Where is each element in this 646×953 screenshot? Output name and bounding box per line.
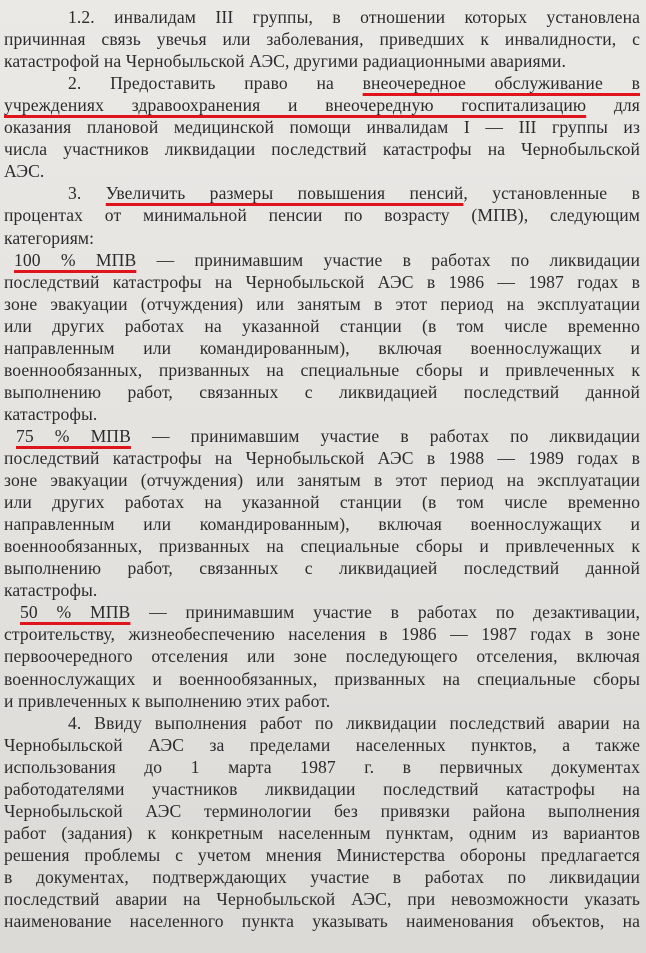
text-line: последствий катастрофы на Чернобыльской АЭС в 1988 — 1989 годах в: [4, 448, 640, 468]
text-line: наименование населенного пункта указывать наименования объектов, на: [4, 911, 640, 932]
text-line: 1.2. инвалидам III группы, в отношении которых установлена: [68, 7, 640, 27]
text-line: военнослужащих и военнообязанных, призванных на специальные сборы: [4, 668, 640, 689]
text-line: военнообязанных, призванных на специальные сборы и привлеченных к: [4, 536, 640, 557]
text-line: катастрофой на Чернобыльской АЭС, другими радиационными авариями.: [4, 51, 566, 72]
text-line: 4. Ввиду выполнения работ по ликвидации последствий аварии на: [68, 712, 640, 733]
text-line: работодателями участников ликвидации последствий катастрофы на: [4, 778, 640, 799]
text-line: категориям:: [4, 227, 95, 248]
text-line: причинная связь увечья или заболевания, приведших к инвалидности, с: [4, 29, 640, 50]
text-line: или других работах на указанной станции (в том числе временно: [4, 492, 640, 513]
text-line: использования до 1 марта 1987 г. в первичных документах: [4, 756, 640, 777]
underlined-phrase: 75 % МПВ: [16, 425, 131, 446]
text-line: или других работах на указанной станции (в том числе временно: [4, 315, 640, 336]
text-line: первоочередного отселения или зоне последующего отселения, включая: [4, 646, 640, 667]
text-line: в документах, подтверждающих участие в работах по ликвидации: [4, 866, 640, 887]
text-line: Чернобыльской АЭС за пределами населенных пунктов, а также: [4, 734, 640, 755]
text-line: катастрофы.: [4, 580, 98, 601]
text-line: последствий аварии на Чернобыльской АЭС, при невозможности указать: [4, 889, 640, 909]
text-line: работ (задания) к конкретным населенным пунктам, одним из вариантов: [4, 822, 640, 843]
text-line: [68, 72, 640, 94]
text-line: последствий катастрофы на Чернобыльской АЭС в 1986 — 1987 годах в: [4, 271, 640, 292]
underlined-phrase: Увеличить размеры повышения пенсий: [105, 183, 464, 204]
text-line: выполнению работ, связанных с ликвидацией последствий данной: [4, 558, 640, 579]
text-line: [16, 425, 640, 447]
text-line: Чернобыльской АЭС терминологии без привязки района выполнения: [4, 800, 640, 821]
text-line: [68, 182, 640, 204]
text-line: решения проблемы с учетом мнения Министерства обороны предлагается: [4, 844, 640, 865]
text-segment: — принимавшим участие в работах по дезактивации,: [130, 602, 640, 623]
text-line: [4, 94, 640, 116]
text-segment: 2. Предоставить право на: [68, 73, 363, 94]
underlined-phrase: 100 % МПВ: [14, 249, 137, 270]
text-segment: для: [586, 95, 641, 116]
text-line: оказания плановой медицинской помощи инвалидам I — III группы из: [4, 117, 640, 138]
text-segment: 3.: [68, 183, 106, 204]
text-line: зоне эвакуации (отчуждения) или занятым в этот период на эксплуатации: [4, 470, 640, 491]
text-line: военнообязанных, призванных на специальные сборы и привлеченных к: [4, 359, 640, 380]
underlined-phrase: 50 % МПВ: [20, 602, 131, 623]
text-line: выполнению работ, связанных с ликвидацией последствий данной: [4, 381, 640, 402]
text-segment: — принимавшим участие в работах по ликвидации: [130, 425, 640, 446]
text-line: строительству, жизнеобеспечению населения в 1986 — 1987 годах в зоне: [4, 624, 640, 645]
text-line: направленным или командированным), включая военнослужащих и: [4, 514, 640, 535]
underlined-phrase: учреждениях здравоохранения и внеочередную госпитализацию: [4, 95, 587, 116]
text-line: процентах от минимальной пенсии по возрасту (МПВ), следующим: [4, 205, 640, 226]
text-line: числа участников ликвидации последствий катастрофы на Чернобыльской: [4, 139, 640, 160]
text-line: [20, 601, 640, 623]
text-line: [14, 249, 640, 271]
text-line: и привлеченных к выполнению этих работ.: [4, 690, 331, 711]
text-line: направленным или командированным), включая военнослужащих и: [4, 337, 640, 358]
text-segment: — принимавшим участие в работах по ликвидации: [136, 249, 641, 270]
text-line: АЭС.: [4, 161, 45, 182]
text-line: зоне эвакуации (отчуждения) или занятым в этот период на эксплуатации: [4, 293, 640, 314]
underlined-phrase: внеочередное обслуживание в: [362, 73, 640, 94]
text-line: катастрофы.: [4, 403, 98, 424]
text-segment: , установленные в: [463, 183, 640, 204]
